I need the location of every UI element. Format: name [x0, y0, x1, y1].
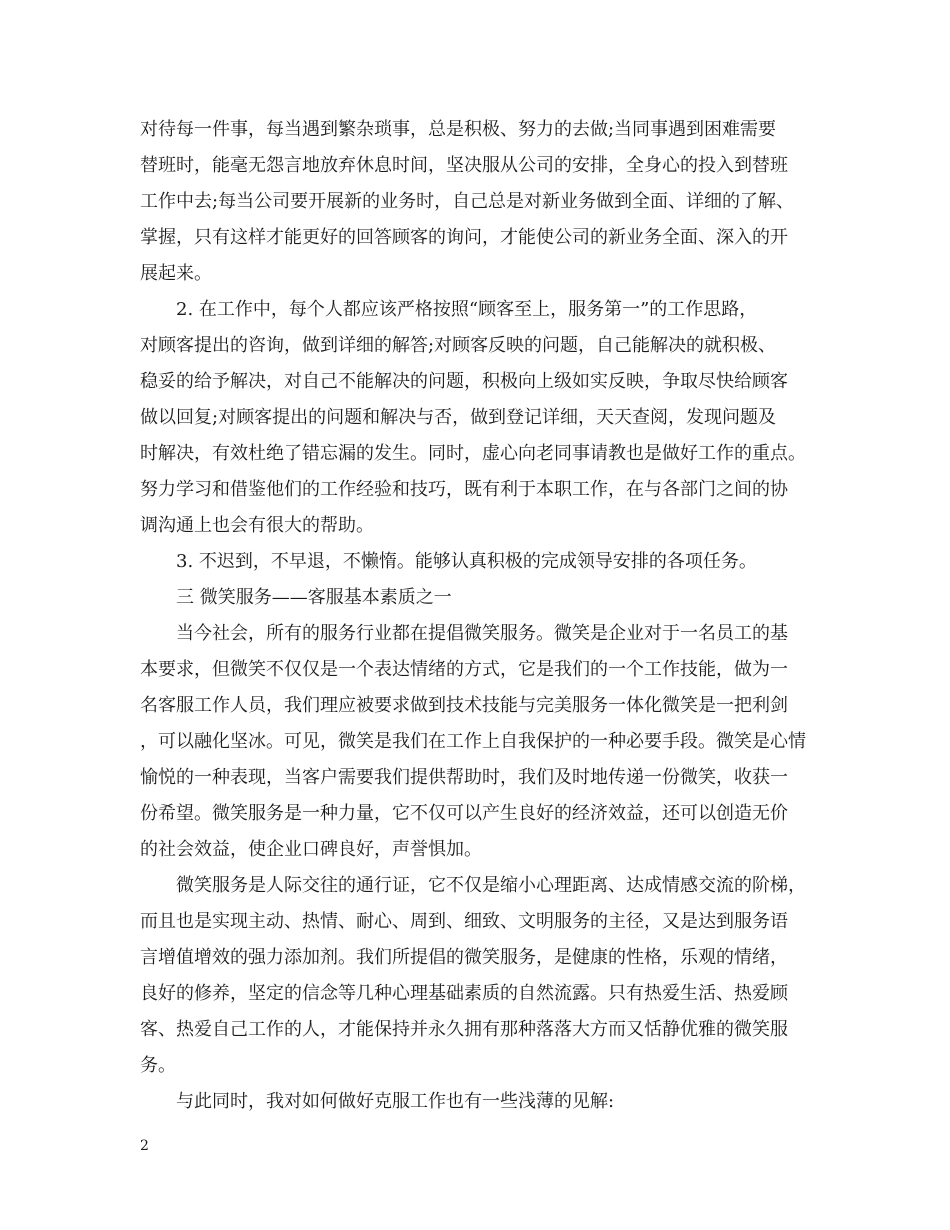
text-line: 而且也是实现主动、热情、耐心、周到、细致、文明服务的主径，又是达到服务语 — [140, 911, 788, 932]
text-line: 愉悦的一种表现，当客户需要我们提供帮助时，我们及时地传递一份微笑，收获一 — [140, 767, 788, 788]
text-line: 替班时，能毫无怨言地放弃休息时间，坚决服从公司的安排，全身心的投入到替班 — [140, 155, 788, 176]
text-line: 做以回复;对顾客提出的问题和解决与否，做到登记详细，天天查阅，发现问题及 — [140, 407, 777, 428]
page-number: 2 — [140, 1138, 149, 1154]
paragraph-first-line: 当今社会，所有的服务行业都在提倡微笑服务。微笑是企业对于一名员工的基 — [176, 623, 788, 644]
text-line: 对待每一件事，每当遇到繁杂琐事，总是积极、努力的去做;当同事遇到困难需要 — [140, 119, 777, 140]
text-line: 客、热爱自己工作的人，才能保持并永久拥有那种落落大方而又恬静优雅的微笑服 — [140, 1019, 788, 1040]
text-line: 良好的修养，坚定的信念等几种心理基础素质的自然流露。只有热爱生活、热爱顾 — [140, 983, 788, 1004]
text-line: 对顾客提出的咨询，做到详细的解答;对顾客反映的问题，自己能解决的就积极、 — [140, 335, 777, 356]
text-line: ，可以融化坚冰。可见，微笑是我们在工作上自我保护的一种必要手段。微笑是心情 — [140, 731, 806, 752]
text-line: 稳妥的给予解决，对自己不能解决的问题，积极向上级如实反映，争取尽快给顾客 — [140, 371, 788, 392]
numbered-paragraph-3-line: 3. 不迟到，不早退，不懒惰。能够认真积极的完成领导安排的各项任务。 — [176, 551, 757, 572]
text-line: 份希望。微笑服务是一种力量，它不仅可以产生良好的经济效益，还可以创造无价 — [140, 803, 788, 824]
text-line: 本要求，但微笑不仅仅是一个表达情绪的方式，它是我们的一个工作技能，做为一 — [140, 659, 788, 680]
text-line: 工作中去;每当公司要开展新的业务时，自己总是对新业务做到全面、详细的了解、 — [140, 191, 795, 212]
text-line: 展起来。 — [140, 263, 212, 284]
section-heading: 三 微笑服务——客服基本素质之一 — [176, 587, 452, 608]
text-line: 务。 — [140, 1055, 176, 1076]
text-line: 时解决，有效杜绝了错忘漏的发生。同时，虚心向老同事请教也是做好工作的重点。 — [140, 443, 806, 464]
text-line: 努力学习和借鉴他们的工作经验和技巧，既有利于本职工作，在与各部门之间的协 — [140, 479, 788, 500]
text-line: 掌握，只有这样才能更好的回答顾客的询问，才能使公司的新业务全面、深入的开 — [140, 227, 788, 248]
paragraph-first-line: 与此同时，我对如何做好克服工作也有一些浅薄的见解: — [176, 1091, 615, 1112]
text-line: 名客服工作人员，我们理应被要求做到技术技能与完美服务一体化微笑是一把利剑 — [140, 695, 788, 716]
text-line: 调沟通上也会有很大的帮助。 — [140, 515, 374, 536]
text-line: 的社会效益，使企业口碑良好，声誉惧加。 — [140, 839, 482, 860]
numbered-paragraph-2-line: 2. 在工作中，每个人都应该严格按照“顾客至上，服务第一”的工作思路， — [176, 299, 758, 320]
text-line: 言增值增效的强力添加剂。我们所提倡的微笑服务，是健康的性格，乐观的情绪， — [140, 947, 788, 968]
paragraph-first-line: 微笑服务是人际交往的通行证，它不仅是缩小心理距离、达成情感交流的阶梯， — [176, 875, 806, 896]
